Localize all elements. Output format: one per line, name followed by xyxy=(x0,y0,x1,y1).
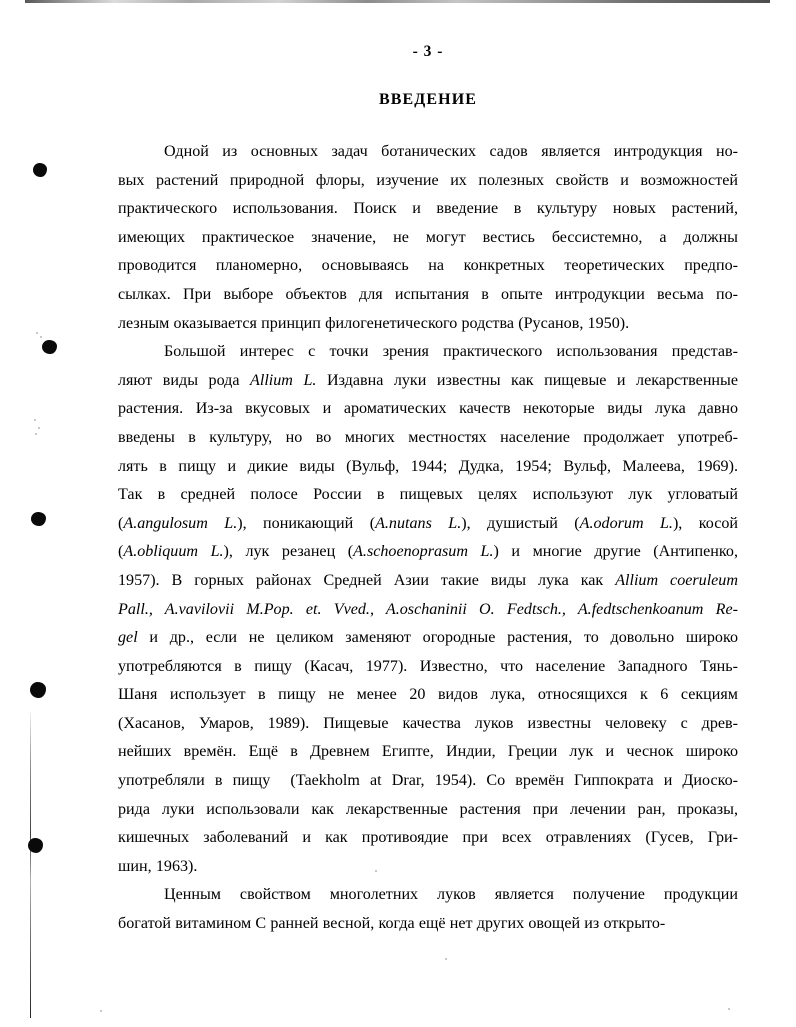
text-line: сылках. При выборе объектов для испытания в опыте интродукции весьма по- xyxy=(118,285,738,303)
scan-left-edge-line-artifact xyxy=(30,712,31,1018)
paragraph-2 xyxy=(118,338,738,881)
margin-blob-5 xyxy=(28,838,43,853)
margin-blob-3 xyxy=(31,512,46,526)
page-number: - 3 - xyxy=(412,43,444,60)
text-line: Одной из основных задач ботанических садов является интродукция но- xyxy=(164,143,738,160)
margin-blob-4 xyxy=(30,682,46,698)
text-line: gel и др., если не целиком заменяют огородные растения, то довольно широко xyxy=(118,629,738,647)
paragraph-3 xyxy=(118,881,738,938)
speck-a xyxy=(36,332,38,334)
text-line: Pall., A.vavilovii M.Pop. et. Vved., A.oschaninii O. Fedtsch., A.fedtschenkoanum Re- xyxy=(118,600,738,618)
body-text xyxy=(118,138,738,939)
speck-b xyxy=(40,336,42,338)
text-line: нейших времён. Ещё в Древнем Египте, Индии, Греции лук и чеснок широко xyxy=(118,743,738,761)
text-line: Ценным свойством многолетних луков является получение продукции xyxy=(164,886,738,904)
text-line: Шаня использует в пищу не менее 20 видов лука, относящихся к 6 секциям xyxy=(118,686,738,704)
text-line: богатой витамином С ранней весной, когда ещё нет других овощей из открыто- xyxy=(118,915,666,933)
text-line: (Хасанов, Умаров, 1989). Пищевые качества луков известны человеку с древ- xyxy=(118,714,738,732)
speck-d xyxy=(38,427,40,429)
text-line: имеющих практическое значение, не могут вестись бессистемно, а должны xyxy=(118,228,738,246)
paragraph-1 xyxy=(118,138,738,338)
text-line: введены в культуру, но во многих местностях население продолжает употреб- xyxy=(118,428,738,446)
speck-c xyxy=(34,419,36,421)
text-line: кишечных заболеваний и как противоядие при всех отравлениях (Гусев, Гри- xyxy=(118,829,738,847)
text-line: рида луки использовали как лекарственные растения при лечении ран, проказы, xyxy=(118,800,738,818)
text-line: вых растений природной флоры, изучение их полезных свойств и возможностей xyxy=(118,171,738,189)
text-line: лезным оказывается принцип филогенетического родства (Русанов, 1950). xyxy=(118,314,630,332)
speck-g xyxy=(100,1010,102,1012)
text-line: шин, 1963). xyxy=(118,857,198,875)
text-line: употребляли в пищу (Taekholm at Drar, 1954). Со времён Гиппократа и Диоско- xyxy=(118,772,738,790)
text-line: (A.angulosum L.), поникающий (A.nutans L.), душистый (A.odorum L.), косой xyxy=(118,514,738,532)
text-line: проводится планомерно, основываясь на конкретных теоретических предпо- xyxy=(118,257,738,275)
text-line: растения. Из-за вкусовых и ароматических качеств некоторые виды лука давно xyxy=(118,400,738,418)
text-line: практического использования. Поиск и введение в культуру новых растений, xyxy=(118,200,738,218)
page-content xyxy=(118,0,738,939)
text-line: 1957). В горных районах Средней Азии такие виды лука как Allium coeruleum xyxy=(118,571,738,589)
text-line: лять в пищу и дикие виды (Вульф, 1944; Дудка, 1954; Вульф, Малеева, 1969). xyxy=(118,457,738,475)
margin-blob-1 xyxy=(33,163,47,177)
speck-e xyxy=(35,433,37,435)
speck-h xyxy=(728,1008,730,1010)
text-line: Так в средней полосе России в пищевых целях используют лук угловатый xyxy=(118,486,738,504)
text-line: Большой интерес с точки зрения практического использования представ- xyxy=(164,343,738,361)
text-line: ляют виды рода Allium L. Издавна луки известны как пищевые и лекарственные xyxy=(118,371,738,389)
speck-f xyxy=(445,958,447,960)
margin-blob-2 xyxy=(42,340,57,354)
text-line: употребляются в пищу (Касач, 1977). Известно, что население Западного Тянь- xyxy=(118,657,738,675)
section-heading: ВВЕДЕНИЕ xyxy=(378,91,478,108)
text-line: (A.obliquum L.), лук резанец (A.schoenoprasum L.) и многие другие (Антипенко, xyxy=(118,543,738,561)
